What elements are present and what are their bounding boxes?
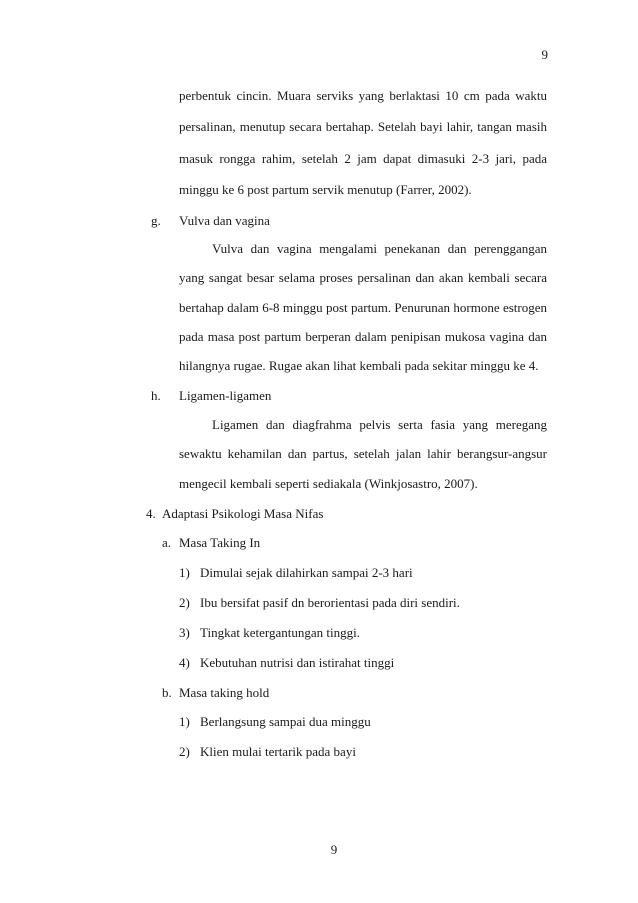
- list-marker: 4): [179, 655, 190, 670]
- list-marker: b.: [162, 685, 172, 700]
- list-item-text: Klien mulai tertarik pada bayi: [200, 744, 356, 759]
- section-heading: Adaptasi Psikologi Masa Nifas: [162, 506, 324, 521]
- paragraph-line: [179, 88, 547, 104]
- list-marker: g.: [151, 213, 161, 228]
- list-marker: 2): [179, 744, 190, 759]
- list-item-text: Berlangsung sampai dua minggu: [200, 714, 371, 729]
- paragraph-line: [179, 182, 472, 198]
- line-text: perbentuk cincin. Muara serviks yang berlaktasi 10 cm pada waktu: [179, 88, 547, 103]
- line-text: minggu ke 6 post partum servik menutup (Farrer, 2002).: [179, 182, 472, 197]
- paragraph-line: hilangnya rugae. Rugae akan lihat kembali pada sekitar minggu ke 4.: [179, 358, 539, 373]
- list-marker: 3): [179, 625, 190, 640]
- list-item: [179, 744, 190, 760]
- paragraph-line: yang sangat besar selama proses persalinan dan akan kembali secara: [179, 270, 547, 285]
- page-number-bottom: 9: [330, 842, 338, 857]
- list-marker: a.: [162, 535, 172, 550]
- subsection-heading: Masa Taking In: [179, 535, 261, 550]
- list-marker: 1): [179, 714, 190, 729]
- paragraph-line: pada masa post partum berperan dalam penipisan mukosa vagina dan: [179, 329, 547, 344]
- list-marker: h.: [151, 388, 161, 403]
- list-item-text: Ibu bersifat pasif dn berorientasi pada diri sendiri.: [200, 595, 460, 610]
- list-item: [179, 595, 190, 611]
- paragraph-line: mengecil kembali seperti sediakala (Winkjosastro, 2007).: [179, 476, 478, 491]
- list-item-text: Dimulai sejak dilahirkan sampai 2-3 hari: [200, 565, 413, 580]
- paragraph-line: [179, 119, 547, 135]
- paragraph-line: bertahap dalam 6-8 minggu post partum. Penurunan hormone estrogen: [179, 300, 547, 315]
- list-item-text: Tingkat ketergantungan tinggi.: [200, 625, 360, 640]
- line-text: persalinan, menutup secara bertahap. Setelah bayi lahir, tangan masih: [179, 119, 547, 134]
- list-item: [179, 565, 190, 581]
- paragraph-line: sewaktu kehamilan dan partus, setelah jalan lahir berangsur-angsur: [179, 446, 547, 461]
- list-marker: 1): [179, 565, 190, 580]
- paragraph-line: Ligamen dan diagfrahma pelvis serta fasia yang meregang: [212, 417, 547, 432]
- list-item: [179, 625, 190, 641]
- list-item: [179, 714, 190, 730]
- paragraph-line: Vulva dan vagina mengalami penekanan dan perenggangan: [212, 241, 547, 256]
- page-number-top: 9: [541, 47, 548, 62]
- section-heading: Vulva dan vagina: [179, 213, 270, 228]
- subsection-heading: Masa taking hold: [179, 685, 270, 700]
- paragraph-line: [179, 151, 547, 167]
- list-marker: 4.: [146, 506, 156, 521]
- list-item-text: Kebutuhan nutrisi dan istirahat tinggi: [200, 655, 395, 670]
- list-item: [179, 655, 190, 671]
- section-heading: Ligamen-ligamen: [179, 388, 272, 403]
- line-text: masuk rongga rahim, setelah 2 jam dapat dimasuki 2-3 jari, pada: [179, 151, 547, 166]
- list-marker: 2): [179, 595, 190, 610]
